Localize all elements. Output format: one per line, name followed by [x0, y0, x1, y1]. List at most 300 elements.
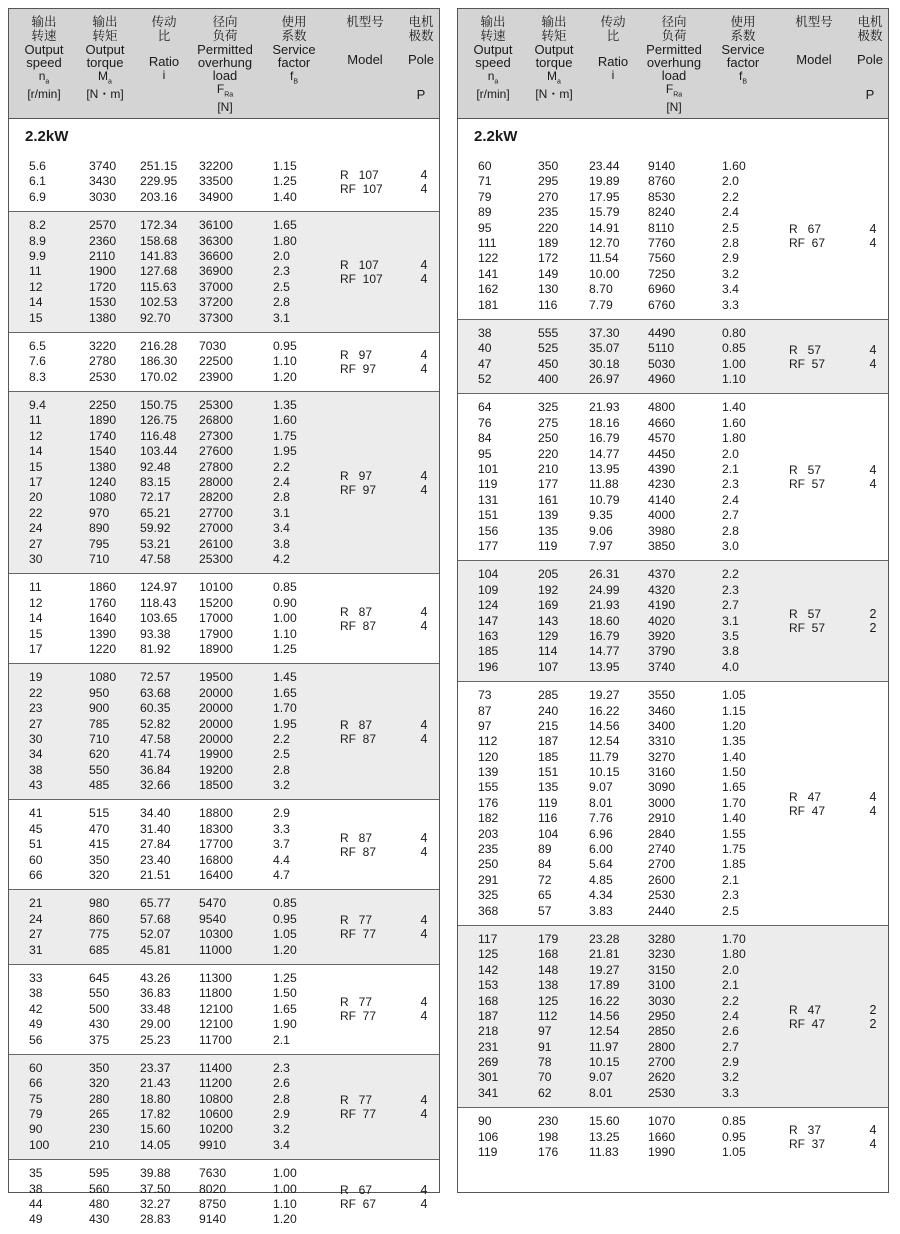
table-row [9, 429, 439, 444]
service-factor-cell: 1.50 [273, 986, 297, 1001]
overhung-load-cell: 4960 [648, 372, 676, 387]
service-factor-cell: 1.10 [273, 354, 297, 369]
ratio-cell: 81.92 [140, 641, 171, 656]
output-torque-cell: 205 [538, 567, 559, 582]
output-torque-cell: 375 [89, 1032, 110, 1047]
output-speed-cell: 45 [29, 821, 43, 836]
header-torque-subscript: a [108, 78, 112, 86]
ratio-cell: 15.79 [589, 205, 620, 220]
output-speed-cell: 14 [29, 444, 43, 459]
pole-value: 4 [869, 222, 877, 236]
section-title: 2.2kW [474, 128, 518, 145]
ratio-cell: 102.53 [140, 295, 178, 310]
output-torque-cell: 129 [538, 628, 559, 643]
model-code: RF 87 [340, 618, 377, 633]
output-torque-cell: 450 [538, 356, 559, 371]
output-torque-cell: 1760 [89, 595, 117, 610]
ratio-cell: 14.77 [589, 644, 620, 659]
ratio-cell: 21.93 [589, 400, 620, 415]
overhung-load-cell: 4190 [648, 598, 676, 613]
pole-value: 4 [869, 342, 877, 357]
ratio-cell: 14.05 [140, 1137, 171, 1152]
overhung-load-cell: 22500 [199, 354, 233, 369]
ratio-cell: 229.95 [140, 174, 178, 189]
service-factor-cell: 3.2 [273, 778, 290, 793]
model-code: RF 77 [340, 1009, 377, 1024]
header-sf-subscript: B [742, 78, 747, 86]
table-row [9, 234, 439, 249]
overhung-load-cell: 12100 [199, 1001, 233, 1016]
output-torque-cell: 116 [538, 811, 558, 826]
overhung-load-cell: 10800 [199, 1091, 233, 1106]
output-speed-cell: 250 [478, 857, 499, 872]
output-speed-cell: 9.4 [29, 398, 46, 413]
output-speed-cell: 87 [478, 703, 492, 718]
model-label [340, 469, 400, 497]
model-code: R 107 [340, 258, 379, 273]
overhung-load-cell: 2840 [648, 826, 676, 841]
service-factor-cell: 1.40 [273, 189, 297, 204]
table-row [9, 521, 439, 536]
ratio-cell: 12.54 [589, 1024, 620, 1039]
model-group [9, 664, 439, 800]
service-factor-cell: 2.2 [722, 189, 739, 204]
pole-value: 4 [420, 913, 428, 928]
table-row [458, 400, 888, 415]
overhung-load-cell: 2800 [648, 1039, 676, 1054]
service-factor-cell: 0.95 [273, 338, 297, 353]
output-speed-cell: 176 [478, 795, 499, 810]
output-speed-cell: 95 [478, 220, 492, 235]
output-torque-cell: 89 [538, 842, 552, 857]
model-code: R 87 [340, 604, 373, 619]
output-torque-cell: 97 [538, 1024, 552, 1039]
output-torque-cell: 1530 [89, 295, 117, 310]
overhung-load-cell: 18300 [199, 821, 233, 836]
header-ratio [588, 15, 638, 82]
header-pole-en: Pole [407, 52, 435, 67]
model-group [458, 320, 888, 395]
overhung-load-cell: 15200 [199, 595, 233, 610]
output-torque-cell: 320 [89, 868, 110, 883]
model-code: R 107 [340, 168, 379, 183]
pole-value: 4 [869, 789, 877, 804]
ratio-cell: 6.00 [589, 842, 613, 857]
section-title: 2.2kW [25, 128, 69, 145]
service-factor-cell: 2.2 [273, 731, 290, 746]
overhung-load-cell: 2740 [648, 842, 676, 857]
output-speed-cell: 40 [478, 341, 492, 356]
model-code: RF 77 [340, 1107, 377, 1122]
overhung-load-cell: 7760 [648, 235, 676, 250]
ratio-cell: 60.35 [140, 701, 171, 716]
overhung-load-cell: 4140 [648, 492, 676, 507]
output-torque-cell: 1640 [89, 611, 117, 626]
output-speed-cell: 33 [29, 970, 43, 985]
service-factor-cell: 1.85 [722, 857, 746, 872]
output-torque-cell: 220 [538, 220, 559, 235]
pole-label [417, 913, 431, 941]
output-torque-cell: 230 [538, 1114, 559, 1129]
pole-label [417, 1093, 431, 1121]
service-factor-cell: 2.2 [273, 459, 290, 474]
service-factor-cell: 1.10 [722, 372, 746, 387]
header-speed [13, 15, 75, 101]
table-row [9, 537, 439, 552]
header-speed-subscript: a [494, 78, 499, 86]
output-torque-cell: 230 [89, 1122, 110, 1137]
overhung-load-cell: 7030 [199, 338, 227, 353]
output-speed-cell: 14 [29, 295, 43, 310]
output-speed-cell: 100 [29, 1137, 50, 1152]
output-torque-cell: 189 [538, 235, 559, 250]
service-factor-cell: 1.50 [722, 765, 746, 780]
model-group [458, 926, 888, 1108]
model-code: R 67 [789, 222, 822, 236]
output-speed-cell: 60 [29, 1060, 43, 1075]
ratio-cell: 124.97 [140, 580, 178, 595]
output-torque-cell: 235 [538, 205, 559, 220]
overhung-load-cell: 9140 [648, 159, 676, 173]
table-row [458, 1040, 888, 1055]
overhung-load-cell: 28200 [199, 490, 233, 505]
overhung-load-cell: 18900 [199, 641, 233, 656]
pole-label [866, 463, 880, 491]
output-torque-cell: 710 [89, 551, 110, 566]
model-code: R 97 [340, 348, 373, 362]
header-speed-symbol: $n_a$ [38, 69, 50, 86]
overhung-load-cell: 7630 [199, 1166, 227, 1181]
overhung-load-cell: 2850 [648, 1024, 676, 1039]
output-speed-cell: 120 [478, 749, 499, 764]
overhung-load-cell: 2600 [648, 872, 676, 887]
pole-value: 2 [869, 1002, 877, 1017]
output-torque-cell: 1380 [89, 459, 117, 474]
output-torque-cell: 2530 [89, 369, 117, 384]
overhung-load-cell: 3150 [648, 962, 676, 977]
ratio-cell: 29.00 [140, 1017, 171, 1032]
output-speed-cell: 90 [29, 1122, 43, 1137]
output-speed-cell: 269 [478, 1055, 499, 1070]
overhung-load-cell: 3920 [648, 628, 676, 643]
pole-value: 4 [869, 463, 877, 478]
pole-value: 4 [420, 168, 428, 183]
output-torque-cell: 1080 [89, 670, 117, 685]
output-speed-cell: 6.1 [29, 174, 46, 189]
ratio-cell: 251.15 [140, 159, 178, 173]
output-torque-cell: 107 [538, 659, 559, 674]
header-ratio-zh: 传动 比 [600, 14, 626, 43]
output-speed-cell: 341 [478, 1085, 499, 1100]
model-code: RF 47 [789, 1016, 826, 1031]
output-torque-cell: 187 [538, 734, 559, 749]
table-body [458, 153, 888, 1192]
model-label [340, 718, 400, 746]
pole-label [866, 1123, 880, 1151]
output-torque-cell: 270 [538, 189, 559, 204]
output-torque-cell: 555 [538, 325, 559, 340]
overhung-load-cell: 3310 [648, 734, 676, 749]
output-speed-cell: 51 [29, 837, 43, 852]
output-torque-cell: 480 [89, 1197, 110, 1212]
table-row [458, 583, 888, 598]
output-torque-cell: 198 [538, 1129, 559, 1144]
output-speed-cell: 19 [29, 670, 43, 685]
table-row [458, 704, 888, 719]
header-pole-zh: 电机 极数 [408, 14, 434, 43]
service-factor-cell: 2.4 [273, 475, 290, 490]
table-row [458, 765, 888, 780]
ratio-cell: 186.30 [140, 354, 178, 369]
model-code: R 47 [789, 1002, 822, 1017]
header-model-en: Model [347, 52, 383, 67]
service-factor-cell: 1.00 [273, 611, 297, 626]
pole-label [417, 469, 431, 497]
model-group [9, 153, 439, 212]
service-factor-cell: 2.3 [273, 264, 290, 279]
output-speed-cell: 20 [29, 490, 43, 505]
service-factor-cell: 1.15 [273, 159, 297, 173]
model-group [9, 574, 439, 664]
header-sf-zh: 使用 系数 [730, 14, 756, 43]
service-factor-cell: 3.1 [273, 310, 290, 325]
ratio-cell: 11.97 [589, 1039, 619, 1054]
output-torque-cell: 138 [538, 978, 559, 993]
ratio-cell: 170.02 [140, 369, 178, 384]
output-torque-cell: 148 [538, 962, 559, 977]
table-row [9, 686, 439, 701]
ratio-cell: 4.85 [589, 872, 613, 887]
output-speed-cell: 90 [478, 1114, 492, 1129]
service-factor-cell: 0.80 [722, 325, 746, 340]
table-row [458, 190, 888, 205]
output-speed-cell: 15 [29, 310, 43, 325]
service-factor-cell: 1.70 [273, 701, 297, 716]
ratio-cell: 14.91 [589, 220, 620, 235]
output-speed-cell: 9.9 [29, 248, 46, 263]
header-sf-symbol: $f_B$ [738, 69, 747, 86]
output-speed-cell: 76 [478, 415, 492, 430]
output-torque-cell: 185 [538, 749, 559, 764]
ratio-cell: 13.95 [589, 462, 620, 477]
model-code: RF 87 [340, 844, 377, 859]
table-row [458, 159, 888, 174]
overhung-load-cell: 5470 [199, 896, 227, 911]
output-speed-cell: 23 [29, 701, 43, 716]
model-group [9, 392, 439, 574]
table-row [9, 1166, 439, 1181]
ratio-cell: 158.68 [140, 233, 178, 248]
model-code: R 97 [340, 468, 373, 483]
output-torque-cell: 119 [538, 795, 558, 810]
output-torque-cell: 550 [89, 762, 110, 777]
table-row [9, 580, 439, 595]
ratio-cell: 47.58 [140, 551, 171, 566]
header-pole-en: Pole [856, 52, 884, 67]
output-torque-cell: 57 [538, 903, 552, 918]
ratio-cell: 32.66 [140, 778, 171, 793]
output-torque-cell: 168 [538, 947, 559, 962]
overhung-load-cell: 4320 [648, 582, 676, 597]
model-code: R 77 [340, 913, 373, 928]
pole-value: 4 [869, 477, 877, 492]
ratio-cell: 8.01 [589, 795, 613, 810]
header-speed-en: Output speed [473, 42, 513, 70]
table-row [9, 1033, 439, 1048]
output-speed-cell: 218 [478, 1024, 499, 1039]
ratio-cell: 47.58 [140, 731, 171, 746]
service-factor-cell: 2.2 [722, 993, 739, 1008]
service-factor-cell: 1.35 [273, 398, 297, 413]
table-row [458, 963, 888, 978]
overhung-load-cell: 4490 [648, 325, 676, 340]
pole-label [417, 995, 431, 1023]
output-torque-cell: 645 [89, 970, 110, 985]
header-load [189, 15, 261, 114]
header-load-symbol: $F_{Ra}$ [665, 82, 683, 99]
header-sf-symbol: $f_B$ [289, 69, 298, 86]
overhung-load-cell: 2700 [648, 857, 676, 872]
output-torque-cell: 130 [538, 282, 559, 297]
header-pole-zh: 电机 极数 [857, 14, 883, 43]
overhung-load-cell: 11000 [199, 942, 232, 957]
ratio-cell: 24.99 [589, 582, 620, 597]
table-row [458, 416, 888, 431]
pole-value: 4 [420, 1183, 428, 1198]
output-speed-cell: 22 [29, 685, 43, 700]
output-speed-cell: 30 [29, 551, 43, 566]
output-torque-cell: 91 [538, 1039, 552, 1054]
ratio-cell: 37.30 [589, 325, 620, 340]
overhung-load-cell: 23900 [199, 369, 233, 384]
output-torque-cell: 169 [538, 598, 559, 613]
output-speed-cell: 231 [478, 1039, 499, 1054]
output-torque-cell: 785 [89, 716, 110, 731]
service-factor-cell: 1.65 [273, 685, 297, 700]
table-row [458, 857, 888, 872]
pole-value: 4 [869, 1123, 877, 1138]
service-factor-cell: 2.6 [722, 1024, 739, 1039]
overhung-load-cell: 8530 [648, 189, 676, 204]
table-row [458, 205, 888, 220]
header-torque [79, 15, 131, 101]
output-speed-cell: 60 [478, 159, 492, 173]
service-factor-cell: 1.65 [273, 1001, 297, 1016]
service-factor-cell: 2.8 [273, 762, 290, 777]
ratio-cell: 16.22 [589, 703, 620, 718]
ratio-cell: 41.74 [140, 747, 171, 762]
output-speed-cell: 111 [478, 235, 497, 250]
output-torque-cell: 220 [538, 446, 559, 461]
model-code: R 87 [340, 717, 373, 732]
service-factor-cell: 1.80 [722, 431, 746, 446]
header-pole [403, 15, 439, 101]
service-factor-cell: 1.00 [273, 1166, 297, 1181]
model-code: RF 67 [789, 236, 826, 250]
output-speed-cell: 30 [29, 731, 43, 746]
output-speed-cell: 11 [29, 580, 42, 595]
table-row [9, 701, 439, 716]
ratio-cell: 52.07 [140, 927, 171, 942]
service-factor-cell: 0.90 [273, 595, 297, 610]
service-factor-cell: 0.85 [273, 896, 297, 911]
ratio-cell: 8.01 [589, 1085, 613, 1100]
service-factor-cell: 2.1 [722, 462, 739, 477]
service-factor-cell: 3.3 [273, 821, 290, 836]
service-factor-cell: 0.95 [722, 1129, 746, 1144]
table-row [9, 552, 439, 567]
overhung-load-cell: 10300 [199, 927, 233, 942]
service-factor-cell: 1.95 [273, 444, 297, 459]
overhung-load-cell: 2530 [648, 1085, 676, 1100]
pole-value: 4 [420, 272, 428, 287]
ratio-cell: 34.40 [140, 806, 171, 821]
service-factor-cell: 2.9 [273, 1107, 290, 1122]
service-factor-cell: 2.1 [722, 872, 739, 887]
ratio-cell: 7.76 [589, 811, 613, 826]
output-torque-cell: 710 [89, 731, 110, 746]
output-torque-cell: 3430 [89, 174, 117, 189]
pole-value: 4 [420, 362, 428, 376]
header-torque-symbol: $M_a$ [547, 69, 561, 86]
ratio-cell: 19.27 [589, 688, 620, 703]
ratio-cell: 216.28 [140, 338, 178, 353]
ratio-cell: 19.27 [589, 962, 620, 977]
service-factor-cell: 0.85 [273, 580, 297, 595]
overhung-load-cell: 5030 [648, 356, 676, 371]
service-factor-cell: 1.40 [722, 400, 746, 415]
overhung-load-cell: 16400 [199, 868, 233, 883]
overhung-load-cell: 9540 [199, 911, 227, 926]
ratio-cell: 21.43 [140, 1076, 171, 1091]
output-torque-cell: 3220 [89, 338, 117, 353]
model-code: RF 57 [789, 356, 826, 371]
header-sf-en: Service factor [272, 42, 316, 70]
output-speed-cell: 71 [478, 174, 492, 189]
model-label [789, 1003, 849, 1031]
header-load [638, 15, 710, 114]
output-torque-cell: 119 [538, 538, 558, 553]
model-code: R 57 [789, 607, 822, 622]
service-factor-cell: 1.40 [722, 811, 746, 826]
table-row [458, 750, 888, 765]
service-factor-cell: 1.45 [273, 670, 297, 685]
output-speed-cell: 15 [29, 459, 43, 474]
pole-value: 4 [420, 1107, 428, 1122]
header-speed-zh: 输出 转速 [31, 14, 57, 43]
output-torque-cell: 139 [538, 508, 559, 523]
header-sf-subscript: B [293, 78, 298, 86]
output-speed-cell: 38 [29, 986, 43, 1001]
service-factor-cell: 1.00 [722, 356, 746, 371]
ratio-cell: 126.75 [140, 413, 178, 428]
service-factor-cell: 1.10 [273, 626, 297, 641]
service-factor-cell: 1.20 [722, 718, 746, 733]
table-row [458, 174, 888, 189]
ratio-cell: 19.89 [589, 174, 620, 189]
model-label [789, 222, 849, 250]
service-factor-cell: 1.70 [722, 795, 746, 810]
table-row [9, 778, 439, 793]
model-code: RF 47 [789, 803, 826, 818]
header-ratio-en: Ratio [148, 54, 180, 69]
table-row [9, 1122, 439, 1137]
output-speed-cell: 79 [29, 1107, 43, 1122]
output-speed-cell: 64 [478, 400, 492, 415]
output-torque-cell: 515 [89, 806, 110, 821]
ratio-cell: 45.81 [140, 942, 171, 957]
model-group [9, 333, 439, 392]
